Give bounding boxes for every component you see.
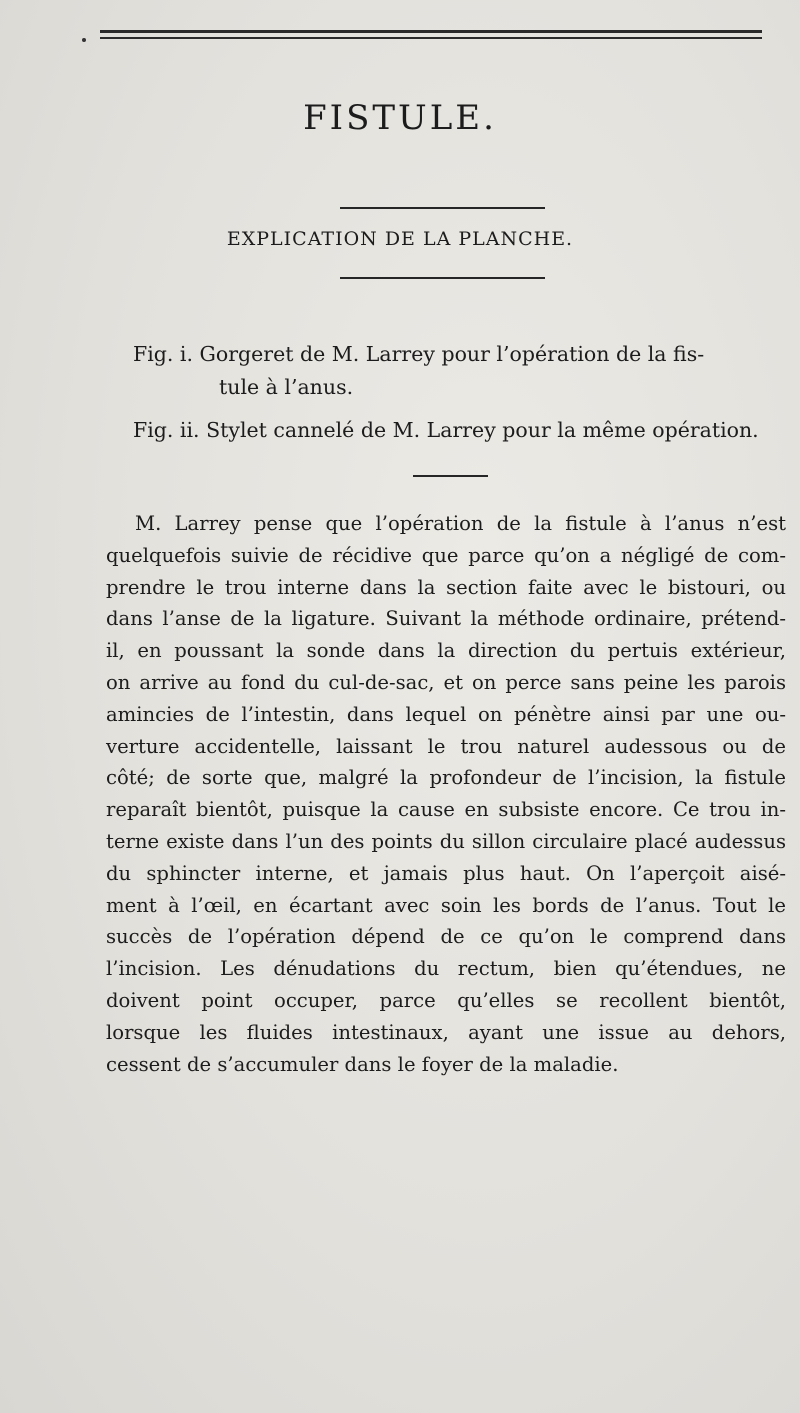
text-line: cessent de s’accumuler dans le foyer de la maladie. bbox=[106, 1052, 619, 1076]
figure-caption-2: Fig. ii. Stylet cannelé de M. Larrey pour la même opération. bbox=[133, 418, 759, 442]
text-line: on arrive au fond du cul-de-sac, et on perce sans peine les parois bbox=[106, 670, 786, 694]
text-line: prendre le trou interne dans la section faite avec le bistouri, ou bbox=[106, 575, 786, 599]
text-line: doivent point occuper, parce qu’elles se recollent bientôt, bbox=[106, 988, 786, 1012]
figure-caption-1: Fig. i. Gorgeret de M. Larrey pour l’opération de la fis- bbox=[133, 342, 705, 366]
text-line: M. Larrey pense que l’opération de la fistule à l’anus n’est bbox=[135, 512, 786, 535]
text-line: lorsque les fluides intestinaux, ayant une issue au dehors, bbox=[106, 1020, 786, 1044]
text-line: côté; de sorte que, malgré la profondeur de l’incision, la fistule bbox=[106, 766, 786, 790]
text-line: terne existe dans l’un des points du sillon circulaire placé audessus bbox=[106, 829, 786, 853]
text-line: l’incision. Les dénudations du rectum, bien qu’étendues, ne bbox=[106, 957, 786, 981]
section-subtitle: EXPLICATION DE LA PLANCHE. bbox=[226, 228, 574, 250]
figure-captions bbox=[133, 338, 773, 447]
body-paragraph bbox=[106, 508, 786, 1080]
section-divider bbox=[413, 475, 488, 477]
subtitle-rule-bottom bbox=[340, 277, 545, 279]
text-line: amincies de l’intestin, dans lequel on pénètre ainsi par une ou- bbox=[106, 702, 786, 726]
header-double-rule bbox=[100, 30, 762, 39]
text-line: reparaît bientôt, puisque la cause en subsiste encore. Ce trou in- bbox=[106, 798, 786, 822]
page-title: FISTULE. bbox=[303, 98, 497, 138]
subtitle-rule-top bbox=[340, 207, 545, 209]
text-line: il, en poussant la sonde dans la direction du pertuis extérieur, bbox=[106, 639, 786, 663]
figure-caption-1-continuation: tule à l’anus. bbox=[219, 375, 354, 399]
text-line: succès de l’opération dépend de ce qu’on le comprend dans bbox=[106, 925, 786, 949]
text-line: ment à l’œil, en écartant avec soin les bords de l’anus. Tout le bbox=[106, 893, 786, 917]
text-line: verture accidentelle, laissant le trou naturel audessous ou de bbox=[106, 734, 786, 758]
text-line: du sphincter interne, et jamais plus haut. On l’aperçoit aisé- bbox=[106, 861, 786, 885]
ornament-dot bbox=[82, 38, 86, 42]
text-line: dans l’anse de la ligature. Suivant la méthode ordinaire, prétend- bbox=[106, 607, 786, 631]
text-line: quelquefois suivie de récidive que parce qu’on a négligé de com- bbox=[106, 543, 786, 567]
